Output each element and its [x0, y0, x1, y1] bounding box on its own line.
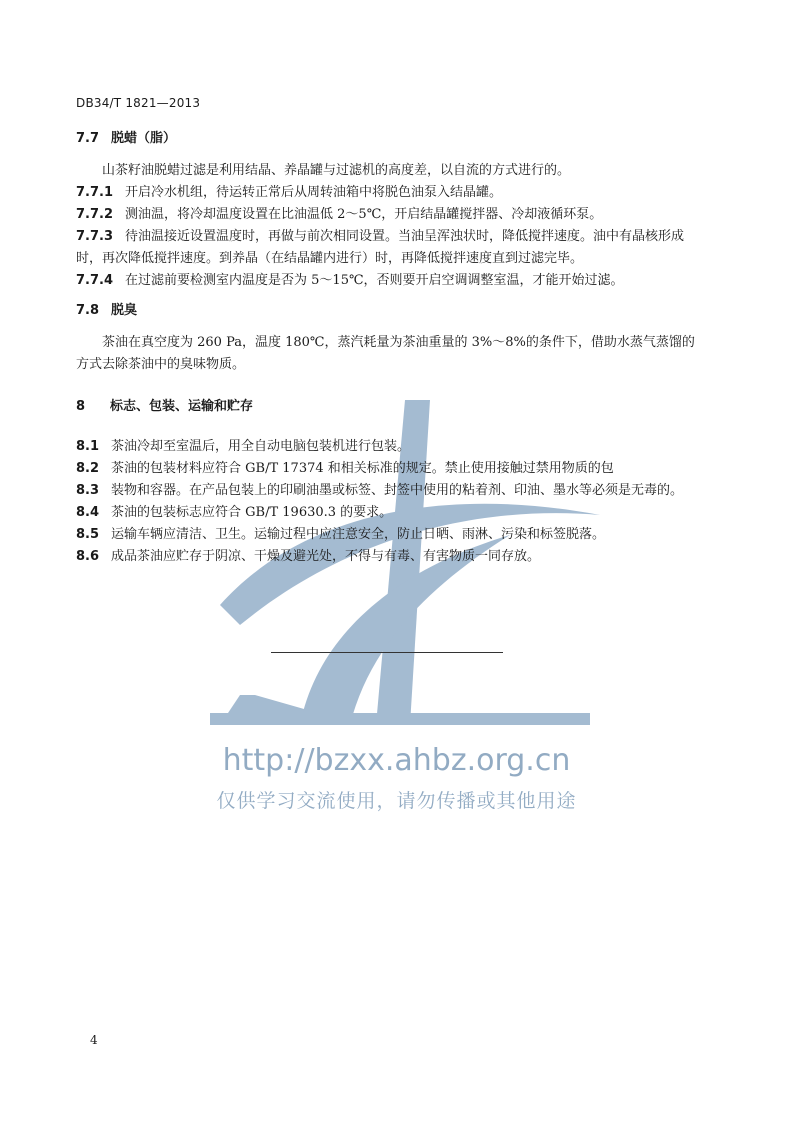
clause-number: 8.1: [76, 439, 100, 454]
end-rule: [271, 652, 503, 653]
section-7-8-heading: [76, 300, 706, 322]
section-8-heading: [76, 396, 706, 418]
clause-8-6: [76, 546, 706, 568]
clause-number: 8.3: [76, 483, 100, 498]
section-number: 7.7: [76, 131, 100, 146]
clause-8-3: [76, 480, 706, 502]
page-number: 4: [90, 1033, 98, 1047]
clause-text: 测油温，将冷却温度设置在比油温低 2～5℃，开启结晶罐搅拌器、冷却液循环泵。: [125, 207, 603, 222]
section-7-7-intro: 山茶籽油脱蜡过滤是利用结晶、养晶罐与过滤机的高度差，以自流的方式进行的。: [102, 163, 571, 178]
section-number: 7.8: [76, 303, 100, 318]
clause-text: 运输车辆应清洁、卫生。运输过程中应注意安全，防止日晒、雨淋、污染和标签脱落。: [111, 527, 606, 542]
clause-7-7-2: [76, 204, 706, 226]
clause-text: 开启冷水机组，待运转正常后从周转油箱中将脱色油泵入结晶罐。: [125, 185, 503, 200]
clause-number: 7.7.2: [76, 207, 114, 222]
clause-text: 装物和容器。在产品包装上的印刷油墨或标签、封签中使用的粘着剂、印油、墨水等必须是无毒的。: [111, 483, 684, 498]
clause-8-2: [76, 458, 706, 480]
watermark-url: http://bzxx.ahbz.org.cn: [222, 743, 571, 778]
document-body: [76, 128, 706, 568]
clause-8-1: [76, 436, 706, 458]
clause-text: 待油温接近设置温度时，再做与前次相同设置。当油呈浑浊状时，降低搅拌速度。油中有晶核形成时，再次降低搅拌速度。到养晶（在结晶罐内进行）时，再降低搅拌速度直到过滤完毕。: [76, 229, 685, 266]
clause-7-7-3: [76, 226, 706, 270]
section-title: 脱臭: [111, 303, 138, 318]
standard-code: DB34/T 1821—2013: [76, 96, 201, 110]
section-title: 脱蜡（脂）: [111, 131, 177, 146]
clause-8-5: [76, 524, 706, 546]
clause-number: 8.4: [76, 505, 100, 520]
clause-number: 7.7.3: [76, 229, 114, 244]
clause-text: 茶油的包装材料应符合 GB/T 17374 和相关标准的规定。禁止使用接触过禁用物质的包: [111, 461, 614, 476]
clause-number: 8.6: [76, 549, 100, 564]
section-title: 标志、包装、运输和贮存: [110, 399, 254, 414]
clause-number: 7.7.1: [76, 185, 114, 200]
section-7-8-text: 茶油在真空度为 260 Pa，温度 180℃，蒸汽耗量为茶油重量的 3%～8%的条件下，借助水蒸气蒸馏的方式去除茶油中的臭味物质。: [76, 335, 695, 372]
clause-7-7-4: [76, 270, 706, 292]
clause-7-7-1: [76, 182, 706, 204]
clause-text: 茶油冷却至室温后，用全自动电脑包装机进行包装。: [111, 439, 411, 454]
clause-number: 8.5: [76, 527, 100, 542]
watermark-note: 仅供学习交流使用，请勿传播或其他用途: [216, 790, 577, 812]
clause-text: 茶油的包装标志应符合 GB/T 19630.3 的要求。: [111, 505, 393, 520]
clause-text: 成品茶油应贮存于阴凉、干燥及避光处，不得与有毒、有害物质一同存放。: [111, 549, 541, 564]
clause-text: 在过滤前要检测室内温度是否为 5～15℃，否则要开启空调调整室温，才能开始过滤。: [125, 273, 624, 288]
clause-8-4: [76, 502, 706, 524]
clause-number: 7.7.4: [76, 273, 114, 288]
section-7-7-heading: [76, 128, 706, 150]
section-number: 8: [76, 399, 86, 414]
clause-number: 8.2: [76, 461, 100, 476]
